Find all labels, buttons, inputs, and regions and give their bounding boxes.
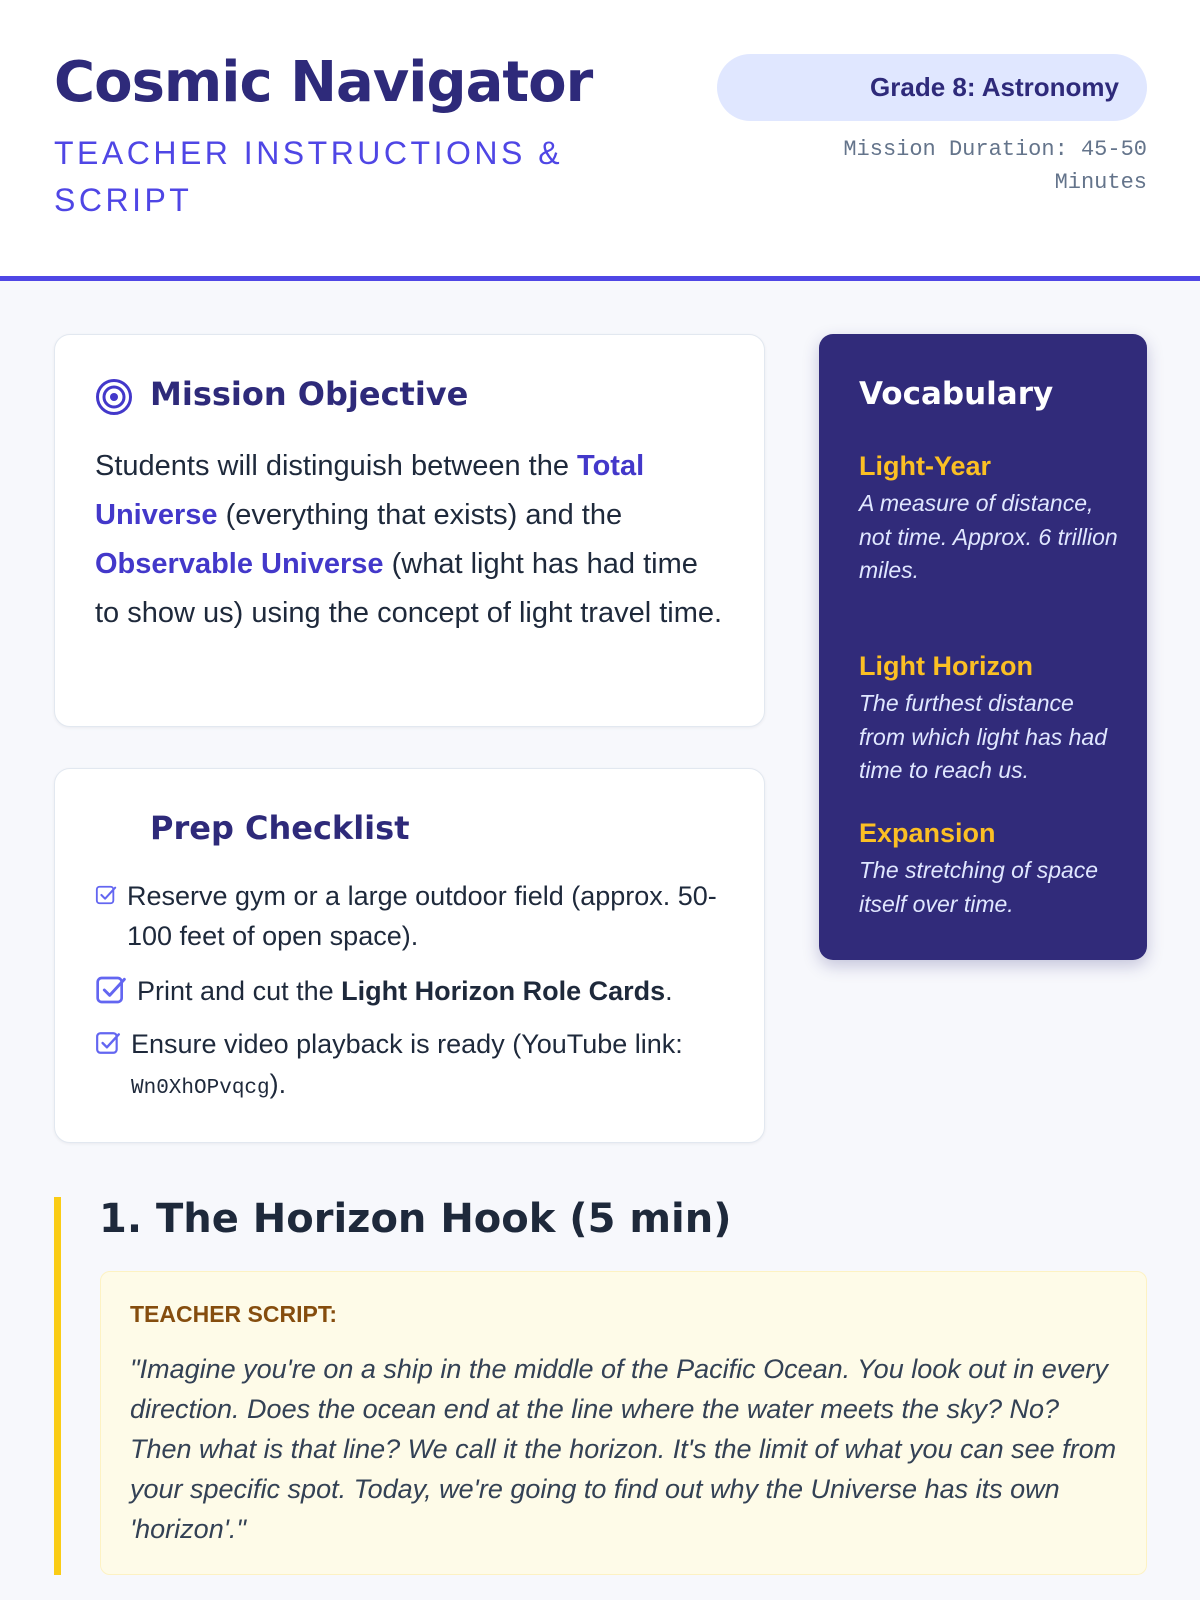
term-observable-universe: Observable Universe (95, 548, 384, 580)
page-subtitle: TEACHER INSTRUCTIONS & SCRIPT (54, 135, 564, 218)
vocab-term: Light-Year (859, 451, 992, 481)
checkbox-icon (95, 974, 127, 1006)
checkbox-icon (95, 1030, 121, 1056)
mission-objective-title: Mission Objective (150, 375, 469, 413)
checklist-item (95, 876, 725, 956)
checklist-item (95, 1024, 725, 1109)
section-title: 1. The Horizon Hook (5 min) (99, 1196, 732, 1242)
checkbox-icon (95, 884, 117, 906)
vocab-definition: The furthest distance from which light has had time to reach us. (859, 690, 1108, 783)
target-icon (95, 378, 133, 416)
page-title: Cosmic Navigator (54, 50, 593, 115)
checklist-item-text: Ensure video playback is ready (YouTube link: Wn0XhOPvqcg). (131, 1029, 683, 1100)
grade-badge: Grade 8: Astronomy (717, 54, 1147, 121)
checklist-item-text: Print and cut the Light Horizon Role Cards. (137, 976, 673, 1006)
youtube-link-code: Wn0XhOPvqcg (131, 1077, 270, 1100)
vocab-term: Light Horizon (859, 651, 1033, 681)
vocab-term: Expansion (859, 818, 996, 848)
checklist-item-text: Reserve gym or a large outdoor field (approx. 50-100 feet of open space). (127, 881, 717, 951)
vocab-definition: A measure of distance, not time. Approx. 6 trillion miles. (859, 490, 1118, 583)
prep-checklist-title: Prep Checklist (150, 809, 410, 847)
role-cards-label: Light Horizon Role Cards (341, 976, 666, 1006)
vocab-definition: The stretching of space itself over time. (859, 857, 1099, 917)
teacher-script-text: "Imagine you're on a ship in the middle of the Pacific Ocean. You look out in every direction. Does the ocean end at the line where the water meets the sky? No? Then what is that line? We call it the horizon. It's the limit of what you can see from your specific spot. Today, we're going to find out why the Universe has its own 'horizon'." (130, 1354, 1117, 1544)
vocabulary-panel (819, 334, 1147, 960)
page-header (0, 0, 1200, 281)
term-total-universe: Total Universe (95, 450, 645, 531)
checklist-item (95, 971, 725, 1011)
mission-objective-text: Students will distinguish between the Total Universe (everything that exists) and the Observable Universe (what light has had time to show us) using the concept of light travel time. (95, 450, 723, 629)
mission-duration: Mission Duration: 45-50 Minutes (843, 137, 1147, 195)
teacher-script-label: TEACHER SCRIPT: (130, 1301, 338, 1327)
vocabulary-title: Vocabulary (859, 376, 1054, 412)
